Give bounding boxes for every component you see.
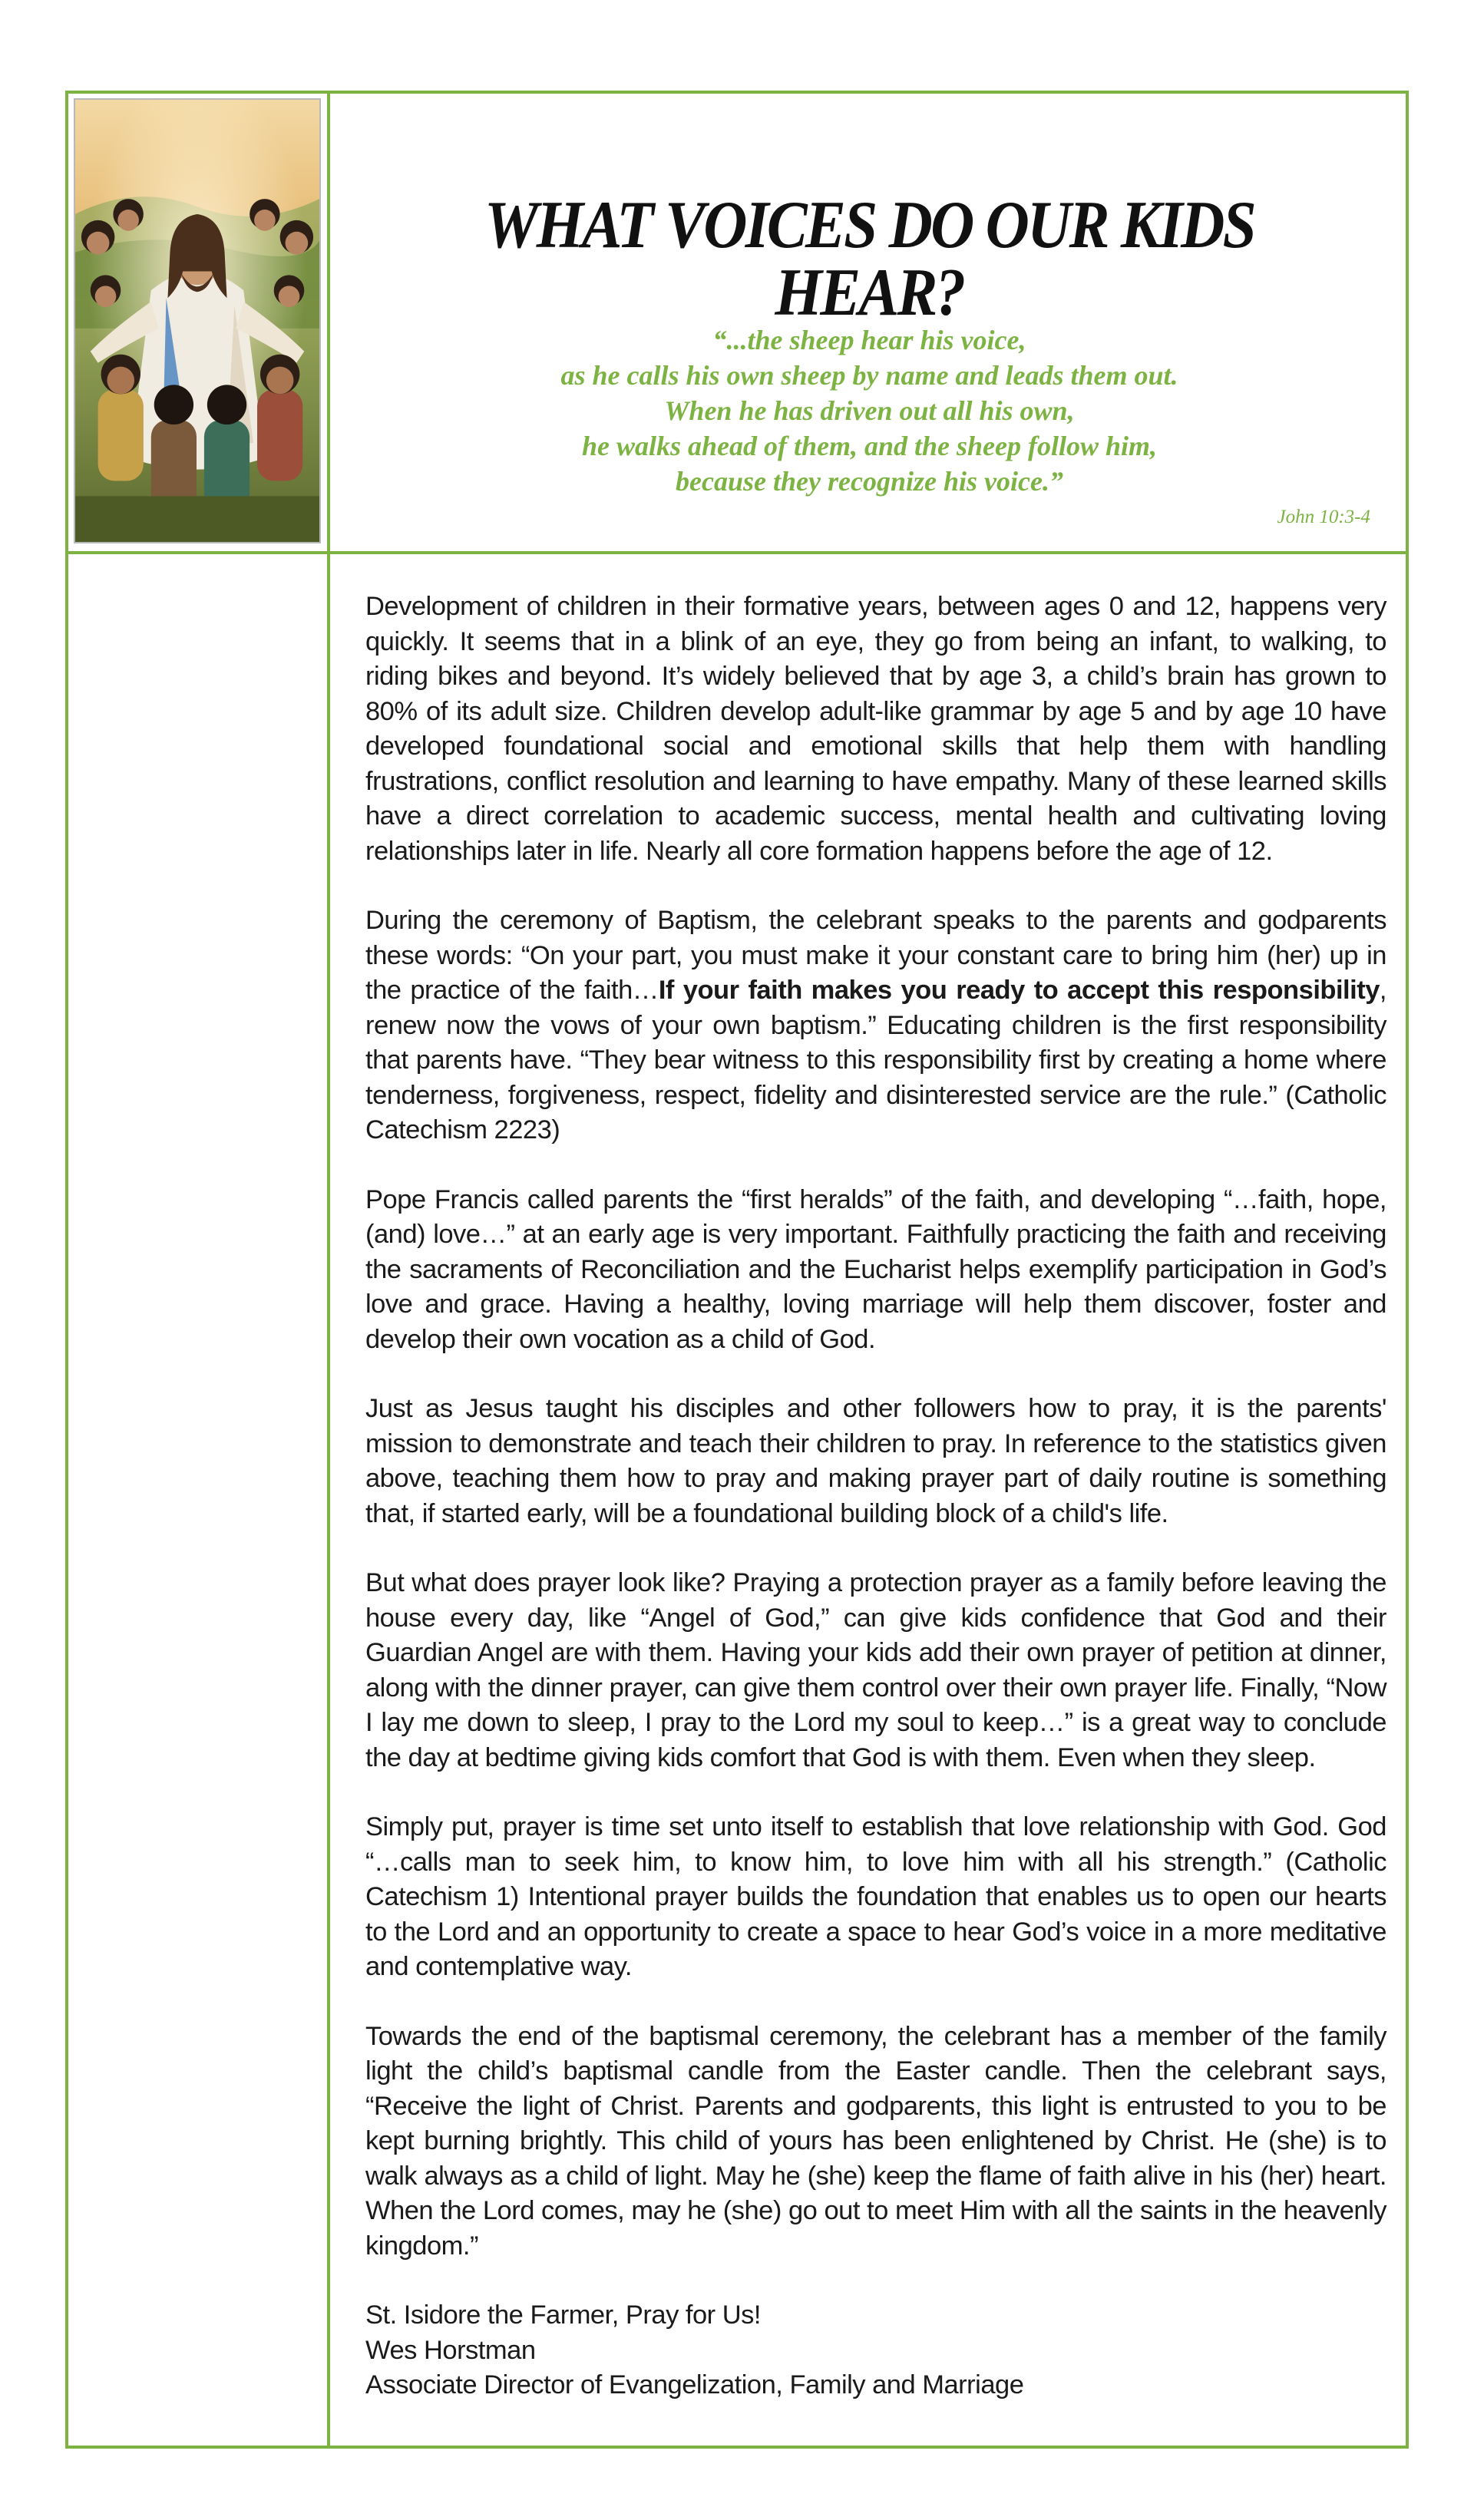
signature-closing: St. Isidore the Farmer, Pray for Us! — [365, 2300, 761, 2330]
paragraph: Pope Francis called parents the “first heralds” of the faith, and developing “…faith, hope, (and) love…” at an early age is very important. Faithfully practicing the faith and receiving the sacraments of Reconciliation and the Eucharist helps exemplify participation in God’s love and grace. Having a healthy, loving marriage will help them discover, foster and develop their own vocation as a child of God. — [365, 1184, 1386, 1354]
paragraph: Development of children in their formative years, between ages 0 and 12, happens very quickly. It seems that in a blink of an eye, they go from being an infant, to walking, to riding bikes and beyond. It’s widely believed that by age 3, a child’s brain has grown to 80% of its adult size. Children develop adult-like grammar by age 5 and by age 10 have developed foundational social and emotional skills that help them with handling frustrations, conflict resolution and learning to have empathy. Many of these learned skills have a direct correlation to academic success, mental health and cultivating loving relationships later in life. Nearly all core formation happens before the age of 12. — [365, 592, 1386, 866]
signature-role: Associate Director of Evangelization, Family and Marriage — [365, 2370, 1024, 2399]
verse-line: because they recognize his voice.” — [676, 466, 1063, 497]
paragraph: Towards the end of the baptismal ceremony, the celebrant has a member of the family light the child’s baptismal candle from the Easter candle. Then the celebrant says, “Receive the light of Christ. Parents and godparents, this light is entrusted to you to be kept burning brightly. This child of yours has been enlightened by Christ. He (she) is to walk always as a child of light. May he (she) keep the flame of faith alive in his (her) heart. When the Lord comes, may he (she) go out to meet Him with all the saints in the heavenly kingdom.” — [365, 2021, 1386, 2261]
jesus-with-children-illustration — [74, 98, 321, 543]
verse-line: he walks ahead of them, and the sheep follow him, — [581, 431, 1158, 461]
paragraph: But what does prayer look like? Praying a protection prayer as a family before leaving the house every day, like “Angel of God,” can give kids confidence that God and their Guardian Angel are with them. Having your kids add their own prayer of petition at dinner, along with the dinner prayer, can give them control over their own prayer life. Finally, “Now I lay me down to sleep, I pray to the Lord my soul to keep…” is a great way to conclude the day at bedtime giving kids comfort that God is with them. Even when they sleep. — [365, 1568, 1386, 1772]
paragraph-text: During the ceremony of Baptism, the celebrant speaks to the parents and godparents these words: “On your part, you must make it your constant care to bring him (her) up in the practice of the faith… — [365, 906, 1386, 1005]
page-title: WHAT VOICES DO OUR KIDS HEAR? — [484, 188, 1254, 330]
paragraph-text: , renew now the vows of your own baptism.” Educating children is the first responsibility that parents have. “They bear witness to this responsibility first by creating a home where tenderness, forgiveness, respect, fidelity and disinterested service are the rule.” (Catholic Catechism 2223) — [365, 976, 1386, 1144]
verse-line: as he calls his own sheep by name and leads them out. — [560, 360, 1178, 391]
verse-line: “...the sheep hear his voice, — [712, 325, 1026, 355]
paragraph — [365, 903, 1386, 1148]
article-body — [365, 590, 1386, 2403]
scripture-reference: John 10:3-4 — [1277, 507, 1370, 527]
paragraph: Simply put, prayer is time set unto itself to establish that love relationship with God. God “…calls man to seek him, to know him, to love him with all his strength.” (Catholic Catechism 1) Intentional prayer builds the foundation that enables us to open our hearts to the Lord and an opportunity to create a space to hear God’s voice in a more meditative and contemplative way. — [365, 1812, 1386, 1981]
scripture-quote — [330, 322, 1409, 499]
verse-line: When he has driven out all his own, — [664, 395, 1075, 426]
signature-name: Wes Horstman — [365, 2335, 536, 2365]
paragraph: Just as Jesus taught his disciples and other followers how to pray, it is the parents' mission to demonstrate and teach their children to pray. In reference to the statistics given above, teaching them how to pray and making prayer part of daily routine is something that, if started early, will be a foundational building block of a child's life. — [365, 1394, 1386, 1528]
emphasis-text: If your faith makes you ready to accept this responsibility — [658, 976, 1380, 1005]
header-divider — [65, 551, 1409, 554]
